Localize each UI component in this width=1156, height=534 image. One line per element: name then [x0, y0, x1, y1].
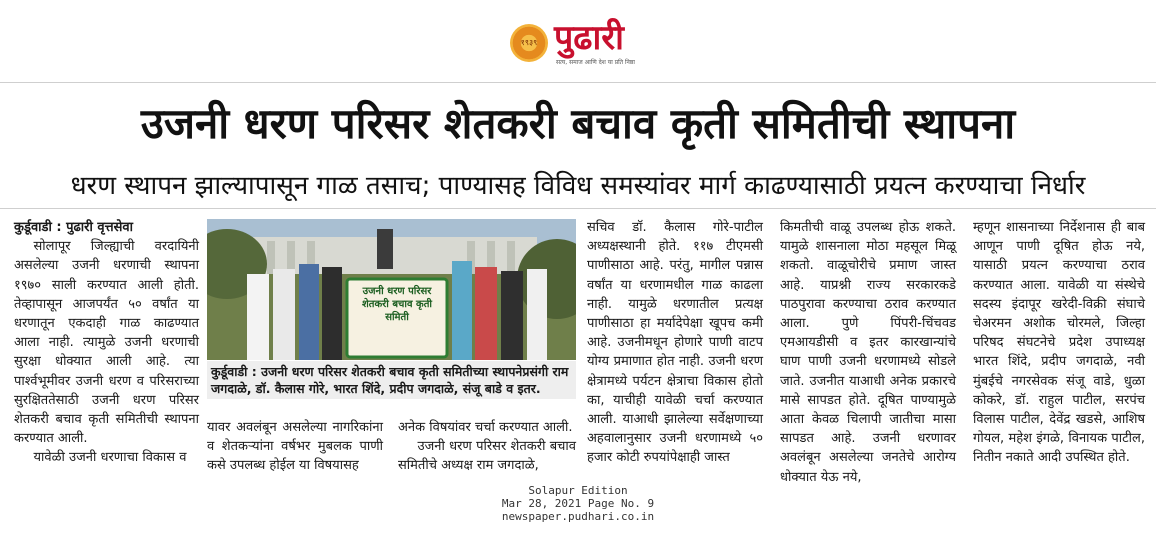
paragraph: यावेळी उजनी धरणाचा विकास व — [33, 450, 187, 466]
paragraph: अनेक विषयांवर चर्चा करण्यात आली. — [398, 420, 573, 435]
brand-tagline: सत्य, समाज आणि देश या प्रति निष्ठा — [556, 59, 635, 66]
brand-name: पुढारी — [554, 18, 624, 58]
article-photo — [207, 219, 576, 360]
article-column-6 — [973, 218, 1145, 468]
masthead — [0, 14, 1156, 70]
dateline-byline: कुर्डूवाडी : पुढारी वृत्तसेवा — [14, 220, 133, 235]
article-column-3 — [398, 418, 576, 476]
masthead-divider — [0, 82, 1156, 83]
newspaper-url[interactable]: newspaper.pudhari.co.in — [501, 510, 655, 523]
edition-name: Solapur Edition — [528, 484, 628, 497]
subhead-divider — [0, 208, 1156, 209]
paragraph: यावर अवलंबून असलेल्या नागरिकांना व शेतकऱ्यांना वर्षभर मुबलक पाणी कसे उपलब्ध होईल या विषयासह — [207, 420, 383, 474]
paragraph: किमतीची वाळू उपलब्ध होऊ शकते. यामुळे शासनाला मोठा महसूल मिळू शकतो. वाळूचोरीचे प्रमाण जास्त आहे. याप्रश्नी राज्य सरकारकडे पाठपुरावा करण्याचा ठराव करण्यात आला. पुणे पिंपरी-चिंचवड एमआयडीसी व इतर कारखान्यांचे घाण पाणी उजनी धरणामध्ये सोडले जाते. उजनीत याआधी अनेक प्रकारचे मासे सापडत होते. दूषित पाण्यामुळे आता केवळ चिलापी जातीचा मासा सापडत आहे. उजनी धरणावर अवलंबून असलेल्या जनतेचे आरोग्य धोक्यात येऊ नये, — [780, 220, 956, 485]
photo-caption: कुर्डूवाडी : उजनी धरण परिसर शेतकरी बचाव कृती समितीच्या स्थापनेप्रसंगी राम जगदाळे, डॉ. कैलास गोरे, भारत शिंदे, प्रदीप जगदाळे, संजू बाडे व इतर. — [207, 361, 576, 399]
article-column-5 — [780, 218, 956, 487]
paragraph: उजनी धरण परिसर शेतकरी बचाव समितीचे अध्यक्ष राम जगदाळे, — [398, 439, 576, 474]
paragraph: म्हणून शासनाच्या निर्देशनास ही बाब आणून पाणी दूषित होऊ नये, यासाठी प्रयत्न करण्याचा ठराव करण्यात आला. यावेळी या संस्थेचे सदस्य इंदापूर खरेदी-विक्री संघाचे चेअरमन अशोक चोरमले, जिल्हा परिषद संघटनेचे प्रदेश उपाध्यक्ष भारत शिंदे, प्रदीप जगदाळे, नवी मुंबईचे नगरसेवक संजू वाडे, धुळा कोकरे, डॉ. राहुल पाटील, सरपंच विलास पाटील, देवेंद्र खडसे, आशिष गोयल, महेश इंगळे, विनायक पाटील, नितीन नकाते आदी उपस्थित होते. — [973, 220, 1145, 466]
article-headline: उजनी धरण परिसर शेतकरी बचाव कृती समितीची स्थापना — [140, 99, 1016, 148]
date-page-number: Mar 28, 2021 Page No. 9 — [501, 497, 655, 510]
article-column-2 — [207, 418, 383, 476]
article-subheadline: धरण स्थापन झाल्यापासून गाळ तसाच; पाण्यासह विविध समस्यांवर मार्ग काढण्यासाठी प्रयत्न करण्याचा निर्धार — [70, 171, 1086, 201]
photo-banner: उजनी धरण परिसर शेतकरी बचाव कृती समिती — [361, 286, 432, 323]
pudhari-logo[interactable] — [510, 18, 650, 68]
page-footer — [0, 484, 1156, 523]
article-column-4 — [587, 218, 763, 468]
article-column-1 — [14, 218, 199, 468]
paragraph: सचिव डॉ. कैलास गोरे-पाटील अध्यक्षस्थानी होते. ११७ टीएमसी पाणीसाठा आहे. परंतु, मागील पन्नास वर्षांत या धरणामधील गाळ काढला नाही. यामुळे धरणातील प्रत्यक्ष पाणीसाठा हा मर्यादेपेक्षा खूपच कमी आहे. उजनीमधून होणारे पाणी वाटप योग्य प्रमाणात होत नाही. उजनी धरण क्षेत्रामध्ये पर्यटन क्षेत्राचा विकास होतो का, याचीही यावेळी चर्चा करण्यात आली. याआधी झालेल्या सर्वेक्षणाच्या अहवालानुसार उजनी धरणामध्ये ५० हजार कोटी रुपयांपेक्षाही जास्त — [587, 220, 763, 466]
sun-emblem-icon: १९३९ — [510, 24, 548, 62]
paragraph: सोलापूर जिल्ह्याची वरदायिनी असलेल्या उजनी धरणाची स्थापना १९७० साली करण्यात आली होती. तेव्हापासून आजपर्यंत ५० वर्षांत या धरणातून एकदाही गाळ काढण्यात आला नाही. त्यामुळे उजनी धरणाची सुरक्षा धोक्यात आली आहे. त्या पार्श्वभूमीवर उजनी धरण व परिसराच्या सुरक्षिततेसाठी उजनी धरण परिसर शेतकरी बचाव कृती समितीची स्थापना करण्यात आली. — [14, 239, 199, 447]
